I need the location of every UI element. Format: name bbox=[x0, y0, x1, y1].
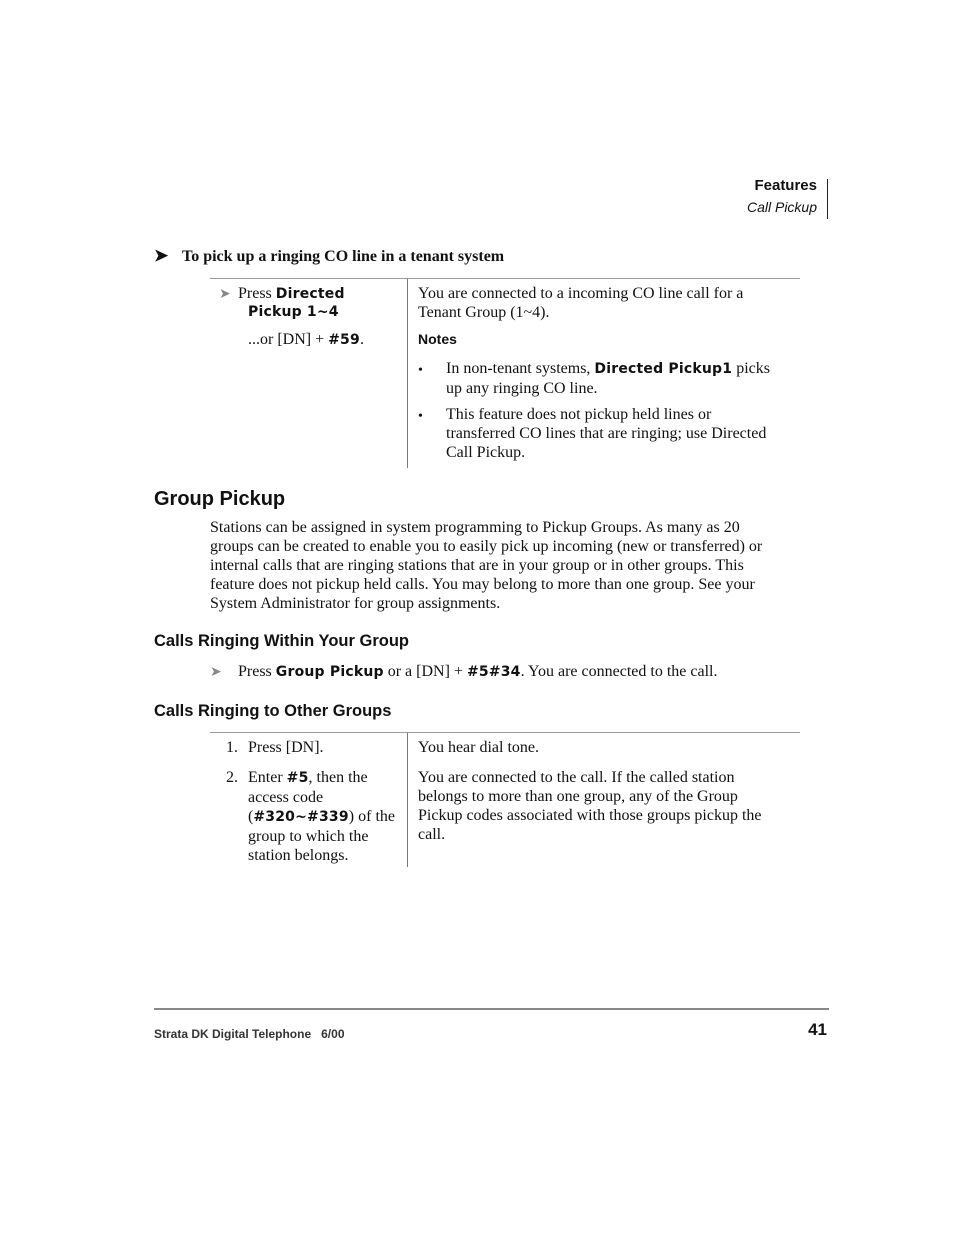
step-number: 1. bbox=[226, 739, 238, 756]
procedure-heading bbox=[154, 246, 504, 266]
step2-open-paren: ( bbox=[248, 808, 254, 825]
alt-suffix: . bbox=[359, 331, 364, 348]
running-header bbox=[747, 176, 817, 218]
paragraph-line: feature does not pickup held calls. You may belong to more than one group. See your bbox=[210, 576, 755, 593]
key-pickup-1-4: Pickup 1~4 bbox=[248, 304, 339, 320]
bullet-icon: • bbox=[418, 409, 423, 424]
action-alternative bbox=[248, 330, 364, 350]
step-arrow-icon: ➤ bbox=[210, 665, 222, 680]
alt-prefix: ...or [DN] + bbox=[248, 331, 329, 348]
step-mid: or a [DN] + bbox=[383, 663, 467, 680]
step-number: 2. bbox=[226, 769, 238, 786]
group-pickup-paragraph bbox=[210, 518, 800, 613]
note2-line2: transferred CO lines that are ringing; use Directed bbox=[446, 425, 767, 442]
key-5: #5 bbox=[286, 770, 309, 786]
arrow-icon: ➤ bbox=[154, 246, 169, 265]
action-column bbox=[210, 279, 408, 468]
key-group-pickup: Group Pickup bbox=[275, 664, 384, 680]
note2-line1: This feature does not pickup held lines or bbox=[446, 406, 712, 423]
paragraph-line: System Administrator for group assignments. bbox=[210, 595, 501, 612]
procedure-heading-text: To pick up a ringing CO line in a tenant system bbox=[182, 248, 505, 265]
key-59: #59 bbox=[328, 332, 360, 348]
key-directed-pickup1: Directed Pickup1 bbox=[594, 361, 733, 377]
step2-line3-suffix: ) of the bbox=[348, 808, 395, 825]
result-text bbox=[418, 768, 800, 844]
step-suffix: . You are connected to the call. bbox=[520, 663, 718, 680]
key-directed: Directed bbox=[275, 286, 345, 302]
note-item bbox=[418, 359, 800, 398]
result-text: You hear dial tone. bbox=[418, 739, 540, 756]
result-line: call. bbox=[418, 826, 446, 843]
step2-line5: station belongs. bbox=[248, 847, 349, 864]
step2-line4: group to which the bbox=[248, 828, 369, 845]
section-title: Features bbox=[754, 177, 817, 194]
step-text: Press [DN]. bbox=[248, 739, 324, 756]
note1-prefix: In non-tenant systems, bbox=[446, 360, 595, 377]
note2-line3: Call Pickup. bbox=[446, 444, 526, 461]
procedure-table bbox=[210, 278, 800, 468]
action-column bbox=[210, 733, 408, 867]
subheading-within-group: Calls Ringing Within Your Group bbox=[154, 632, 409, 650]
footer-rule bbox=[154, 1008, 829, 1010]
section-heading-group-pickup: Group Pickup bbox=[154, 488, 286, 510]
result-line: belongs to more than one group, any of the Group bbox=[418, 788, 738, 805]
step-press: Press bbox=[238, 663, 276, 680]
result-line: Pickup codes associated with those groups pickup the bbox=[418, 807, 762, 824]
step2-line1 bbox=[248, 768, 408, 788]
subheading-other-groups: Calls Ringing to Other Groups bbox=[154, 702, 392, 720]
bullet-icon: • bbox=[418, 363, 423, 378]
step-arrow-icon: ➤ bbox=[219, 287, 231, 302]
other-groups-table bbox=[210, 732, 800, 867]
key-320-339: #320~#339 bbox=[253, 809, 349, 825]
action-press: Press bbox=[238, 285, 272, 302]
step2-line3 bbox=[248, 807, 408, 827]
notes-label: Notes bbox=[418, 331, 457, 347]
paragraph-line: groups can be created to enable you to easily pick up incoming (new or transferred) or bbox=[210, 538, 763, 555]
step2-line2: access code bbox=[248, 789, 324, 806]
key-5-34: #5#34 bbox=[466, 664, 521, 680]
paragraph-line: internal calls that are ringing stations that are in your group or in other groups. This bbox=[210, 557, 744, 574]
header-rule bbox=[827, 179, 828, 219]
note1-suffix: picks bbox=[732, 360, 771, 377]
paragraph-line: Stations can be assigned in system programming to Pickup Groups. As many as 20 bbox=[210, 519, 740, 536]
within-group-step bbox=[210, 662, 810, 682]
footer-title: Strata DK Digital Telephone 6/00 bbox=[154, 1027, 345, 1041]
page-number: 41 bbox=[808, 1020, 827, 1039]
action-step bbox=[210, 284, 407, 304]
result-line: You are connected to the call. If the called station bbox=[418, 769, 735, 786]
result-text: You are connected to a incoming CO line call for a Tenant Group (1~4). bbox=[418, 285, 744, 321]
step2-prefix: Enter bbox=[248, 769, 287, 786]
step2-suffix: , then the bbox=[308, 769, 368, 786]
subsection-title: Call Pickup bbox=[746, 199, 817, 215]
note-item bbox=[418, 405, 800, 462]
note1-line2: up any ringing CO line. bbox=[446, 380, 598, 397]
